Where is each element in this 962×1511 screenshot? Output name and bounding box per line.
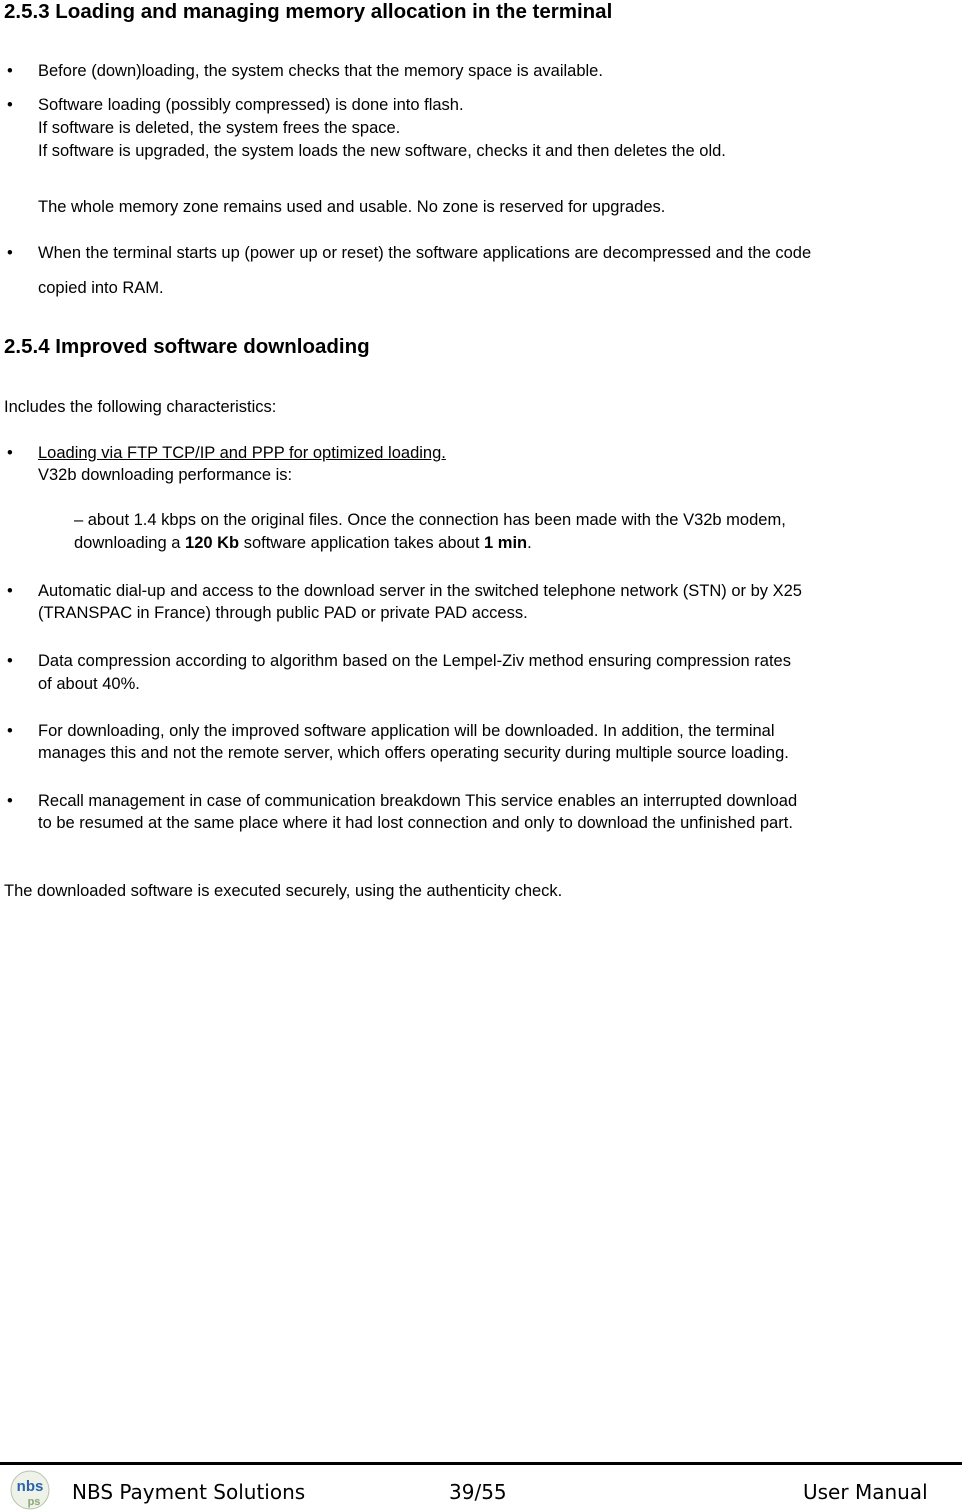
paragraph: to be resumed at the same place where it had lost connection and only to download the unfinished part. — [38, 814, 793, 832]
paragraph: manages this and not the remote server, which offers operating security during multiple source loading. — [38, 744, 789, 762]
svg-text:nbs: nbs — [16, 1478, 44, 1495]
bullet-icon: • — [7, 96, 13, 114]
paragraph: Automatic dial-up and access to the download server in the switched telephone network (STN) or by X25 — [38, 582, 802, 600]
paragraph: Before (down)loading, the system checks that the memory space is available. — [38, 62, 603, 80]
paragraph: The downloaded software is executed securely, using the authenticity check. — [4, 882, 563, 900]
paragraph: Includes the following characteristics: — [4, 398, 277, 416]
paragraph: If software is deleted, the system frees the space. — [38, 119, 401, 137]
paragraph: The whole memory zone remains used and usable. No zone is reserved for upgrades. — [38, 198, 666, 216]
nbs-logo-icon — [4, 1468, 54, 1510]
paragraph: Recall management in case of communication breakdown This service enables an interrupted download — [38, 792, 798, 810]
bullet-icon: • — [7, 244, 13, 262]
paragraph: Software loading (possibly compressed) is done into flash. — [38, 96, 464, 114]
bold-value: 120 Kb — [185, 534, 240, 552]
bullet-icon: • — [7, 722, 13, 740]
paragraph: Data compression according to algorithm based on the Lempel-Ziv method ensuring compression rates — [38, 652, 791, 670]
paragraph: If software is upgraded, the system loads the new software, checks it and then deletes the old. — [38, 142, 726, 160]
section-heading-2-5-3: 2.5.3 Loading and managing memory allocation in the terminal — [4, 0, 613, 23]
text-run: downloading a — [74, 534, 186, 552]
paragraph — [74, 532, 532, 554]
section-heading-2-5-4: 2.5.4 Improved software downloading — [4, 335, 370, 358]
svg-text:ps: ps — [27, 1496, 41, 1508]
paragraph: copied into RAM. — [38, 279, 164, 297]
bold-value: 1 min — [484, 534, 528, 552]
paragraph: For downloading, only the improved software application will be downloaded. In addition, the terminal — [38, 722, 775, 740]
paragraph: When the terminal starts up (power up or reset) the software applications are decompressed and the code — [38, 244, 812, 262]
text-run: . — [527, 534, 532, 552]
bullet-icon: • — [7, 62, 13, 80]
paragraph: V32b downloading performance is: — [38, 466, 293, 484]
footer-divider — [0, 1462, 962, 1465]
bullet-icon: • — [7, 652, 13, 670]
footer-page-number: 39/55 — [449, 1480, 507, 1504]
text-run: software application takes about — [239, 534, 485, 552]
footer-company: NBS Payment Solutions — [72, 1480, 306, 1504]
bullet-icon: • — [7, 582, 13, 600]
bullet-icon: • — [7, 444, 13, 462]
footer-doc-type: User Manual — [803, 1480, 928, 1504]
paragraph: of about 40%. — [38, 675, 140, 693]
bullet-icon: • — [7, 792, 13, 810]
underlined-item: Loading via FTP TCP/IP and PPP for optimized loading. — [38, 444, 446, 462]
paragraph: (TRANSPAC in France) through public PAD or private PAD access. — [38, 604, 528, 622]
paragraph: – about 1.4 kbps on the original files. Once the connection has been made with the V32b modem, — [74, 511, 786, 529]
